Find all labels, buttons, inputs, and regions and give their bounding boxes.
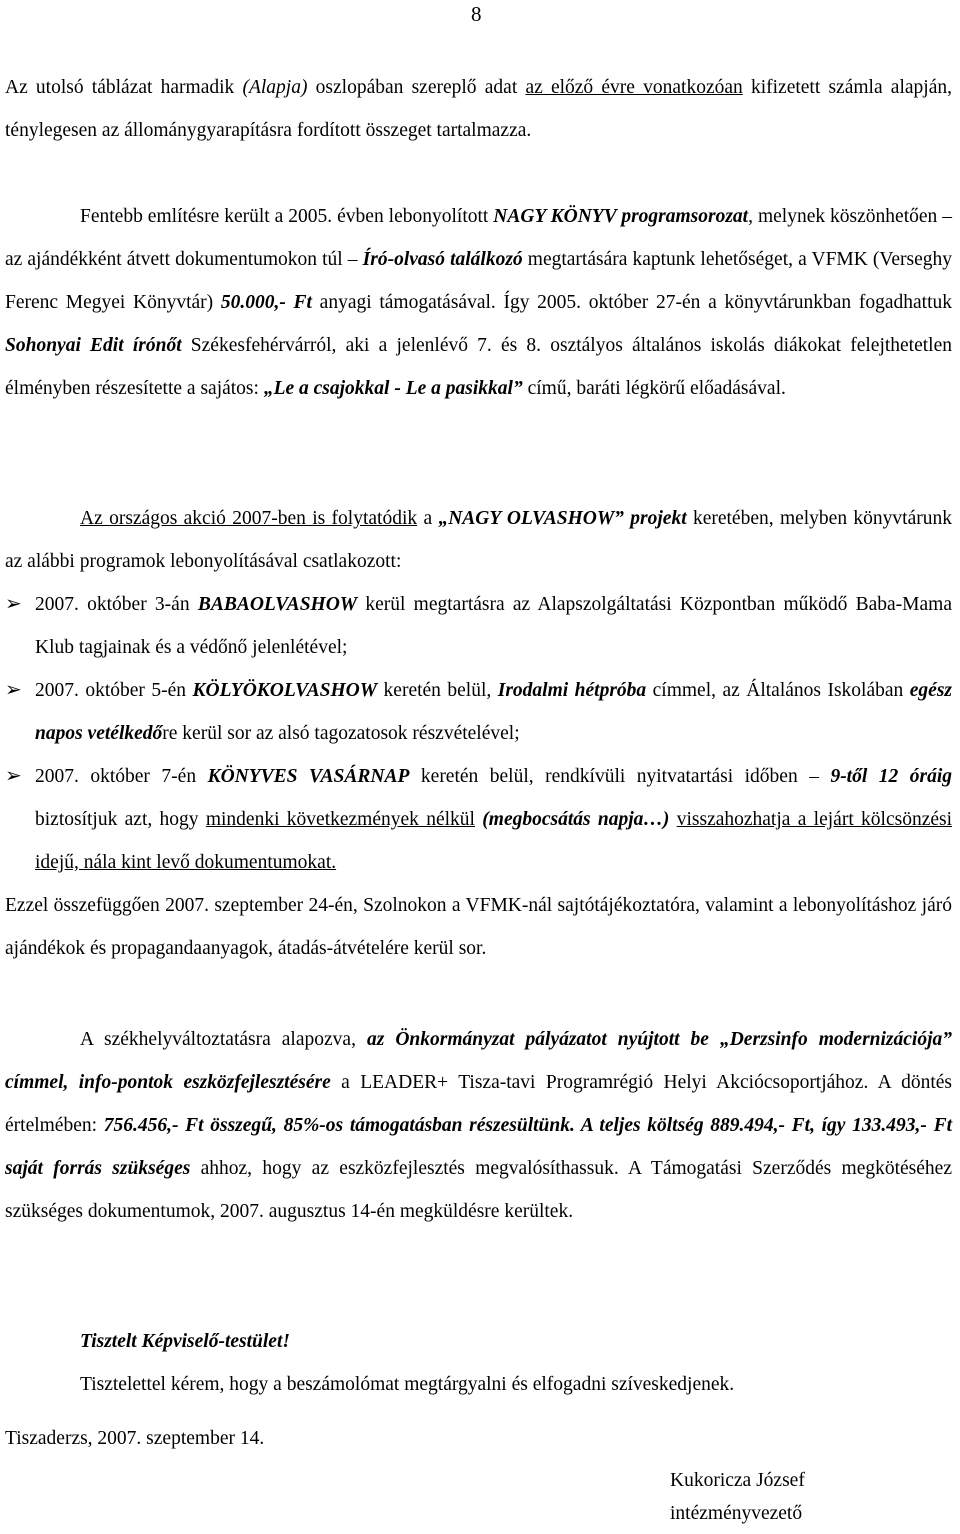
text-bold-italic: 50.000,- Ft <box>220 292 312 313</box>
text: Fentebb említésre került a 2005. évben lebonyolított <box>80 206 494 227</box>
text: keretében, melyben könyvtárunk az alábbi programok lebonyolításával csatlakozott: <box>5 508 952 572</box>
text-italic: (Alapja) <box>242 77 308 98</box>
text: a <box>417 508 439 529</box>
place-date: Tiszaderzs, 2007. szeptember 14. <box>5 1428 265 1449</box>
signature-block <box>670 1464 805 1530</box>
text-bold-italic: KÖLYÖKOLVASHOW <box>192 680 378 701</box>
text-bold-italic: BABAOLVASHOW <box>197 594 358 615</box>
list-item <box>5 583 952 669</box>
arrow-bullet-icon: ➢ <box>5 765 22 787</box>
request-text: Tisztelettel kérem, hogy a beszámolómat megtárgyalni és elfogadni szíveskedjenek. <box>80 1374 735 1395</box>
text: keretén belül, rendkívüli nyitvatartási időben – <box>409 766 831 787</box>
paragraph-derzsinfo <box>5 1018 952 1233</box>
text-bold-italic: Író-olvasó találkozó <box>362 249 523 270</box>
text-underlined: az előző évre vonatkozóan <box>525 77 743 98</box>
text-underlined: mindenki következmények nélkül <box>205 809 475 830</box>
text: re kerül sor az alsó tagozatosok részvételével; <box>162 723 520 744</box>
text-bold-italic: 756.456,- Ft összegű, 85%-os támogatásban részesültünk. A teljes költség 889.494,- Ft, így 133.493,- Ft saját forrás szükséges <box>5 1115 952 1179</box>
text-bold-italic: az Önkormányzat pályázatot nyújtott be „Derzsinfo modernizációja” címmel, info-pontok eszközfejlesztésére <box>5 1029 953 1093</box>
text: kifizetett számla alapján, ténylegesen az állománygyarapításra fordított összeget tartalmazza. <box>5 77 952 141</box>
text-bold-italic: „NAGY OLVASHOW” projekt <box>438 508 687 529</box>
arrow-bullet-icon: ➢ <box>5 593 22 615</box>
list-item <box>5 669 952 755</box>
closing-block <box>5 1320 952 1406</box>
text-bold-italic: „Le a csajokkal - Le a pasikkal” <box>263 378 523 399</box>
paragraph-nagy-konyv <box>5 195 952 410</box>
signature-title: intézményvezető <box>670 1503 803 1524</box>
text: 2007. október 7-én <box>35 766 208 787</box>
text: biztosítjuk azt, hogy <box>35 809 206 830</box>
text: , melynek köszönhetően – az ajándékként átvett dokumentumokon túl – <box>5 206 952 270</box>
salutation: Tisztelt Képviselő-testület! <box>80 1331 290 1352</box>
text-bold-italic: (megbocsátás napja…) <box>482 809 670 830</box>
text-bold-italic: egész napos vetélkedő <box>35 680 953 744</box>
text: megtartására kaptunk lehetőséget, a VFMK (Verseghy Ferenc Megyei Könyvtár) <box>5 249 952 313</box>
text: A székhelyváltoztatásra alapozva, <box>80 1029 367 1050</box>
text-bold-italic: Sohonyai Edit írónőt <box>5 335 182 356</box>
text: Az utolsó táblázat harmadik <box>5 77 243 98</box>
text: című, baráti légkörű előadásával. <box>522 378 786 399</box>
place-date-block <box>5 1417 952 1460</box>
text-bold-italic: 9-től 12 óráig <box>830 766 952 787</box>
paragraph-press: Ezzel összefüggően 2007. szeptember 24-én, Szolnokon a VFMK-nál sajtótájékoztatóra, valamint a lebonyolításhoz járó ajándékok és propagandaanyagok, átadás-átvételére kerül sor. <box>5 895 952 959</box>
text-bold-italic: Irodalmi hétpróba <box>497 680 647 701</box>
paragraph-column-info <box>5 66 952 152</box>
text: címmel, az Általános Iskolában <box>646 680 910 701</box>
text-underlined: Az országos akció 2007-ben is folytatódik <box>80 508 418 529</box>
arrow-bullet-icon: ➢ <box>5 679 22 701</box>
text: ahhoz, hogy az eszközfejlesztés megvalósíthassuk. A Támogatási Szerződés megkötéséhez szükséges dokumentumok, 2007. augusztus 14-én megküldésre kerültek. <box>5 1158 952 1222</box>
text-underlined: visszahozhatja a lejárt kölcsönzési idejű, nála kint levő dokumentumokat. <box>35 809 953 873</box>
text: Székesfehérvárról, aki a jelenlévő 7. és 8. osztályos általános iskolás diákokat felejthetetlen élményben részesítette a sajátos: <box>5 335 952 399</box>
text: a LEADER+ Tisza-tavi Programrégió Helyi Akciócsoportjához. A döntés értelmében: <box>5 1072 952 1136</box>
text: kerül megtartásra az Alapszolgáltatási Központban működő Baba-Mama Klub tagjainak és a védőnő jelenlétével; <box>35 594 952 658</box>
text: anyagi támogatásával. Így 2005. október 27-én a könyvtárunkban fogadhattuk <box>311 292 952 313</box>
text: 2007. október 5-én <box>35 680 193 701</box>
text: oszlopában szereplő adat <box>307 77 526 98</box>
program-list <box>5 583 952 884</box>
text-bold-italic: KÖNYVES VASÁRNAP <box>207 766 410 787</box>
list-item <box>5 755 952 884</box>
paragraph-nagy-olvashow <box>5 497 952 970</box>
page-number: 8 <box>471 2 482 26</box>
text: 2007. október 3-án <box>35 594 198 615</box>
text-bold-italic: NAGY KÖNYV programsorozat <box>493 206 749 227</box>
signature-name: Kukoricza József <box>670 1470 805 1491</box>
text <box>669 809 676 830</box>
text: keretén belül, <box>377 680 498 701</box>
